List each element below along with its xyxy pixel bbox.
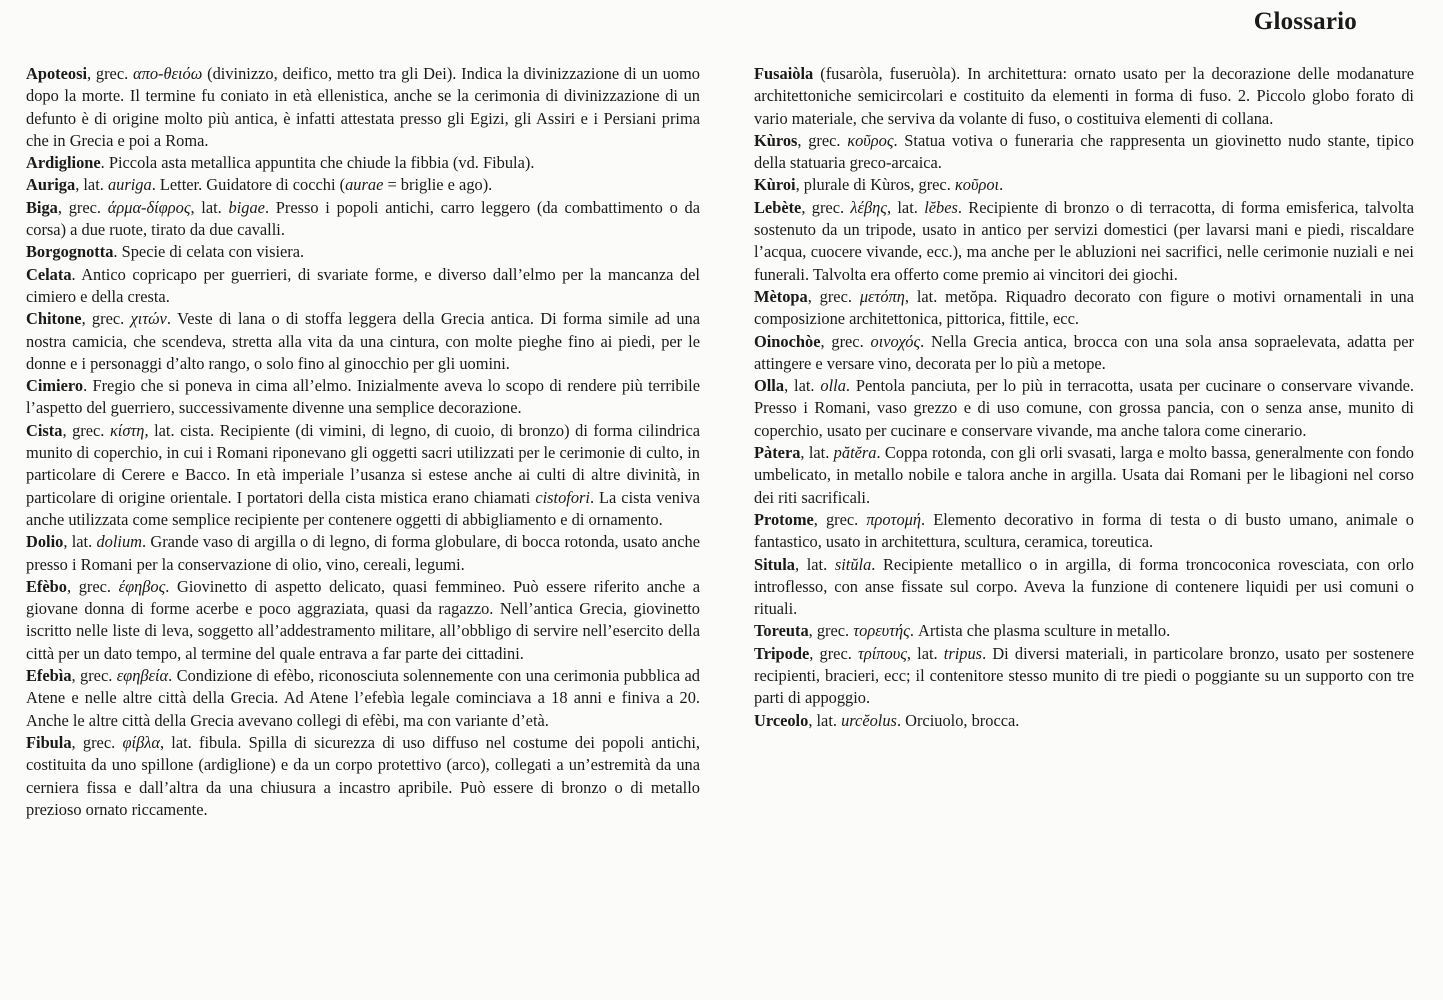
foreign-term: χιτών [130,309,167,329]
definition-text: . Specie di celata con visiera. [113,242,305,262]
glossary-term: Lebète [754,197,802,217]
glossary-term: Ardiglione [26,153,101,173]
glossary-term: Celata [26,264,72,284]
glossary-term: Dolio [26,532,64,552]
foreign-term: cistofori [535,487,590,507]
glossary-term: Urceolo [754,710,809,730]
definition-text: . Antico copricapo per guerrieri, di svariate forme, e diverso dall’elmo per la mancanza del cimiero e della cresta. [26,264,700,306]
foreign-term: sitŭla [834,554,872,574]
definition-text: , grec. [820,331,871,351]
definition-text: , lat. cista. Recipiente (di vimini, di legno, di cuoio, di bronzo) di forma cilindrica munito di coperchio, in cui i Romani riponevano gli oggetti sacri utilizzati per le cerimonie di culto, in particolare di Cerere e Bacco. In età imperiale l’usanza si estese anche ai culti di altre divinità, in particolare di origine orientale. I portatori della cista mistica erano chiamati [26,420,700,507]
glossary-entry [754,643,1414,710]
glossary-entry [26,152,700,174]
definition-text: (divinizzo, deifico, metto tra gli Dei). Indica la divinizzazione di un uomo dopo la morte. Il termine fu coniato in età ellenistica, anche se la cerimonia di divinizzazione di un defunto è di origine molto più antica, è infatti attestata presso gli Egizi, gli Assiri e i Persiani prima che in Grecia e poi a Roma. [26,64,700,150]
page-title: Glossario [1253,8,1357,35]
definition-text: , grec. [807,286,860,306]
definition-text: . [999,175,1004,195]
foreign-term: tripus [943,643,983,663]
foreign-term: τρίπους [858,643,907,663]
definition-text: , grec. [808,621,854,641]
glossary-column-left [26,63,700,821]
definition-text: , lat. [795,554,835,574]
foreign-term: olla [820,376,846,396]
glossary-term: Situla [754,554,795,574]
glossary-entry [26,375,700,420]
definition-text: , grec. [66,576,119,596]
definition-text: , lat. [800,443,834,463]
glossary-entry [26,420,700,531]
definition-text: . Di diversi materiali, in particolare bronzo, usato per sostenere recipienti, bracieri, ecc; il contenitore stesso munito di tre piedi o poggiante su un supporto con tre parti di appoggio. [754,643,1414,708]
glossary-term: Cimiero [26,376,84,396]
foreign-term: κοῦρος [847,130,894,150]
definition-text: , grec. [809,643,858,663]
foreign-term: aurae [345,175,384,195]
glossary-entry [26,732,700,821]
glossary-entry [26,308,700,375]
definition-text: . Letter. Guidatore di cocchi ( [151,175,346,195]
definition-text: . Presso i popoli antichi, carro leggero (da combattimento o da corsa) a due ruote, tirato da due cavalli. [26,197,700,240]
definition-text: , grec. [797,130,848,150]
definition-text: . Grande vaso di argilla o di legno, di forma globulare, di bocca rotonda, usato anche presso i Romani per la conservazione di olio, vino, cereali, legumi. [26,532,700,574]
definition-text: . Pentola panciuta, per lo più in terracotta, usata per cucinare o conservare vivande. Presso i Romani, vaso grezzo e di uso comune, con grossa pancia, con o senza anse, munito di coperchio, usato per cucinare e conservare vivande, ma anche talora come cinerario. [754,376,1414,440]
definition-text: , grec. [62,420,110,440]
definition-text: = briglie e ago). [383,175,493,195]
definition-text: , lat. [906,643,944,663]
glossary-term: Kùros [754,130,798,150]
glossary-entry [26,174,700,196]
glossary-entry [754,620,1414,642]
definition-text: . Piccola asta metallica appuntita che chiude la fibbia (vd. Fibula). [100,153,535,173]
definition-text: , grec. [87,64,134,83]
definition-text: , grec. [813,509,867,529]
foreign-term: urcĕolus [841,710,897,730]
foreign-term: bigae [228,197,265,217]
glossary-term: Fusaiòla [754,64,814,83]
glossary-term: Toreuta [754,621,809,641]
glossary-entry [754,174,1414,196]
glossary-entry [754,331,1414,376]
definition-text: , lat. [190,197,229,217]
foreign-term: λέβης [850,197,887,217]
glossary-term: Pàtera [754,443,801,463]
glossary-entry [26,63,700,152]
glossary-entry [26,576,700,665]
foreign-term: τορευτής [853,621,910,641]
definition-text: . Statua votiva o funeraria che rappresenta un giovinetto nudo stante, tipico della statuaria greco-arcaica. [754,130,1414,173]
definition-text: . Artista che plasma sculture in metallo. [909,621,1171,641]
definition-text: . Fregio che si poneva in cima all’elmo. Inizialmente aveva lo scopo di rendere più terribile l’aspetto del guerriero, successivamente divenne una semplice decorazione. [26,376,700,418]
glossary-entry [754,710,1414,732]
foreign-term: οινοχός [870,331,921,351]
definition-text: , lat. fibula. Spilla di sicurezza di uso diffuso nel costume dei popoli antichi, costituita da uno spillone (ardiglione) e da un corpo protettivo (arco), collegati a un’estremità da una cerniera fissa e dall’altra da una chiusura a incastro apribile. Può essere di bronzo o di metallo prezioso ornato riccamente. [26,732,700,819]
foreign-term: κίστη [109,420,145,440]
glossary-entry [754,63,1414,130]
foreign-term: εφηβεία [116,666,169,686]
glossary-entry [754,130,1414,175]
definition-text: , lat. [75,175,108,195]
definition-text: . Elemento decorativo in forma di testa o di busto umano, animale o fantastico, usato in architettura, scultura, ceramica, toreutica. [754,509,1414,552]
definition-text: (fusaròla, fuseruòla). In architettura: ornato usato per la decorazione delle modanature architettoniche semicircolari e costituito da elementi in forma di fuso. 2. Piccolo globo forato di vario materiale, che serviva da volante di fuso, o costituiva elementi di collana. [754,64,1414,128]
definition-text: . Recipiente metallico o in argilla, di forma troncoconica rovesciata, con orlo introflesso, con anse fissate sul corpo. Aveva la funzione di contenere liquidi per usi comuni o rituali. [754,554,1414,619]
foreign-term: απο-θειόω [133,64,203,83]
glossary-term: Fibula [26,732,72,752]
glossary-entry [754,375,1414,442]
glossary-term: Efebìa [26,666,72,686]
glossary-term: Borgognotta [26,242,114,262]
foreign-term: προτομή [866,509,922,529]
glossary-term: Biga [26,197,58,217]
glossary-term: Apoteosi [26,64,88,83]
glossary-term: Mètopa [754,286,808,306]
glossary-entry [26,531,700,576]
glossary-term: Protome [754,509,814,529]
foreign-term: dolium [96,532,142,552]
definition-text: . Recipiente di bronzo o di terracotta, di forma emisferica, talvolta sostenuto da un tripode, usato in antico per servizi domestici (per lavarsi mani e piedi, riscaldare l’acqua, cuocere vivande, ecc.), ma anche per le abluzioni nei sacrifici, nelle cerimonie nuziali e nei funerali. Talvolta era offerto come premio ai vincitori dei giochi. [754,197,1414,284]
glossary-term: Efèbo [26,576,67,596]
foreign-term: έφηβος [118,576,166,596]
definition-text: , grec. [71,732,123,752]
foreign-term: φίβλα [122,732,160,752]
definition-text: , lat. [808,710,842,730]
glossary-term: Chitone [26,309,82,329]
glossary-column-right [754,63,1414,732]
definition-text: , lat. [886,197,925,217]
glossary-term: Auriga [26,175,76,195]
foreign-term: pătĕra [833,443,877,463]
definition-text: , lat. [63,532,97,552]
foreign-term: άρμα-δίφρος [107,197,191,217]
glossary-entry [26,241,700,263]
definition-text: . Coppa rotonda, con gli orli svasati, larga e molto bassa, generalmente con fondo umbelicato, in metallo nobile e talora anche in argilla. Usata dai Romani per le libagioni nel corso dei riti sacrificali. [754,443,1415,507]
definition-text: . La cista veniva anche utilizzata come semplice recipiente per contenere oggetti di abbigliamento e di ornamento. [26,487,700,529]
glossary-entry [26,264,700,309]
glossary-entry [26,665,700,732]
glossary-term: Kùroi [754,175,796,195]
glossary-entry [754,286,1414,331]
definition-text: . Veste di lana o di stoffa leggera della Grecia antica. Di forma simile ad una nostra camicia, che scendeva, stretta alla vita da una cintura, con molte pieghe fino ai piedi, per le donne e i personaggi d’alto rango, o solo fino al ginocchio per gli uomini. [26,309,700,373]
definition-text: . Nella Grecia antica, brocca con una sola ansa sopraelevata, adatta per attingere e versare vino, decorata per lo più a metope. [754,331,1414,373]
definition-text: , plurale di Kùros, grec. [795,175,955,195]
foreign-term: μετόπη [859,286,905,306]
glossary-term: Oinochòe [754,331,821,351]
glossary-entry [754,442,1414,509]
definition-text: , grec. [57,197,108,217]
foreign-term: κοῦροι [954,175,1000,195]
definition-text: , lat. metŏpa. Riquadro decorato con figure o motivi ornamentali in una composizione architettonica, pittorica, fittile, ecc. [754,286,1414,329]
definition-text: . Orciuolo, brocca. [896,710,1020,730]
glossary-term: Cista [26,420,63,440]
glossary-entry [754,554,1414,621]
definition-text: , grec. [71,666,117,686]
glossary-entry [26,197,700,242]
foreign-term: lĕbes [924,197,958,217]
definition-text: , grec. [801,197,851,217]
glossary-term: Tripode [754,643,810,663]
glossary-entry [754,197,1414,286]
foreign-term: auriga [107,175,152,195]
glossary-term: Olla [754,376,785,396]
definition-text: , lat. [784,376,821,396]
definition-text: . Condizione di efèbo, riconosciuta solennemente con una cerimonia pubblica ad Atene e nelle altre città della Grecia. Ad Atene l’efebìa legale cominciava a 18 anni e finiva a 20. Anche le altre città della Grecia avevano collegi di efèbi, ma con variante d’età. [26,666,700,730]
definition-text: . Giovinetto di aspetto delicato, quasi femmineo. Può essere riferito anche a giovane donna di forme acerbe e poco aggraziata, quasi da ragazzo. Nell’antica Grecia, giovinetto iscritto nelle liste di leva, soggetto all’addestramento militare, all’obbligo di servire nell’esercito della città per un dato tempo, al termine del quale entrava a far parte dei cittadini. [26,576,700,663]
glossary-entry [754,509,1414,554]
definition-text: , grec. [81,309,131,329]
